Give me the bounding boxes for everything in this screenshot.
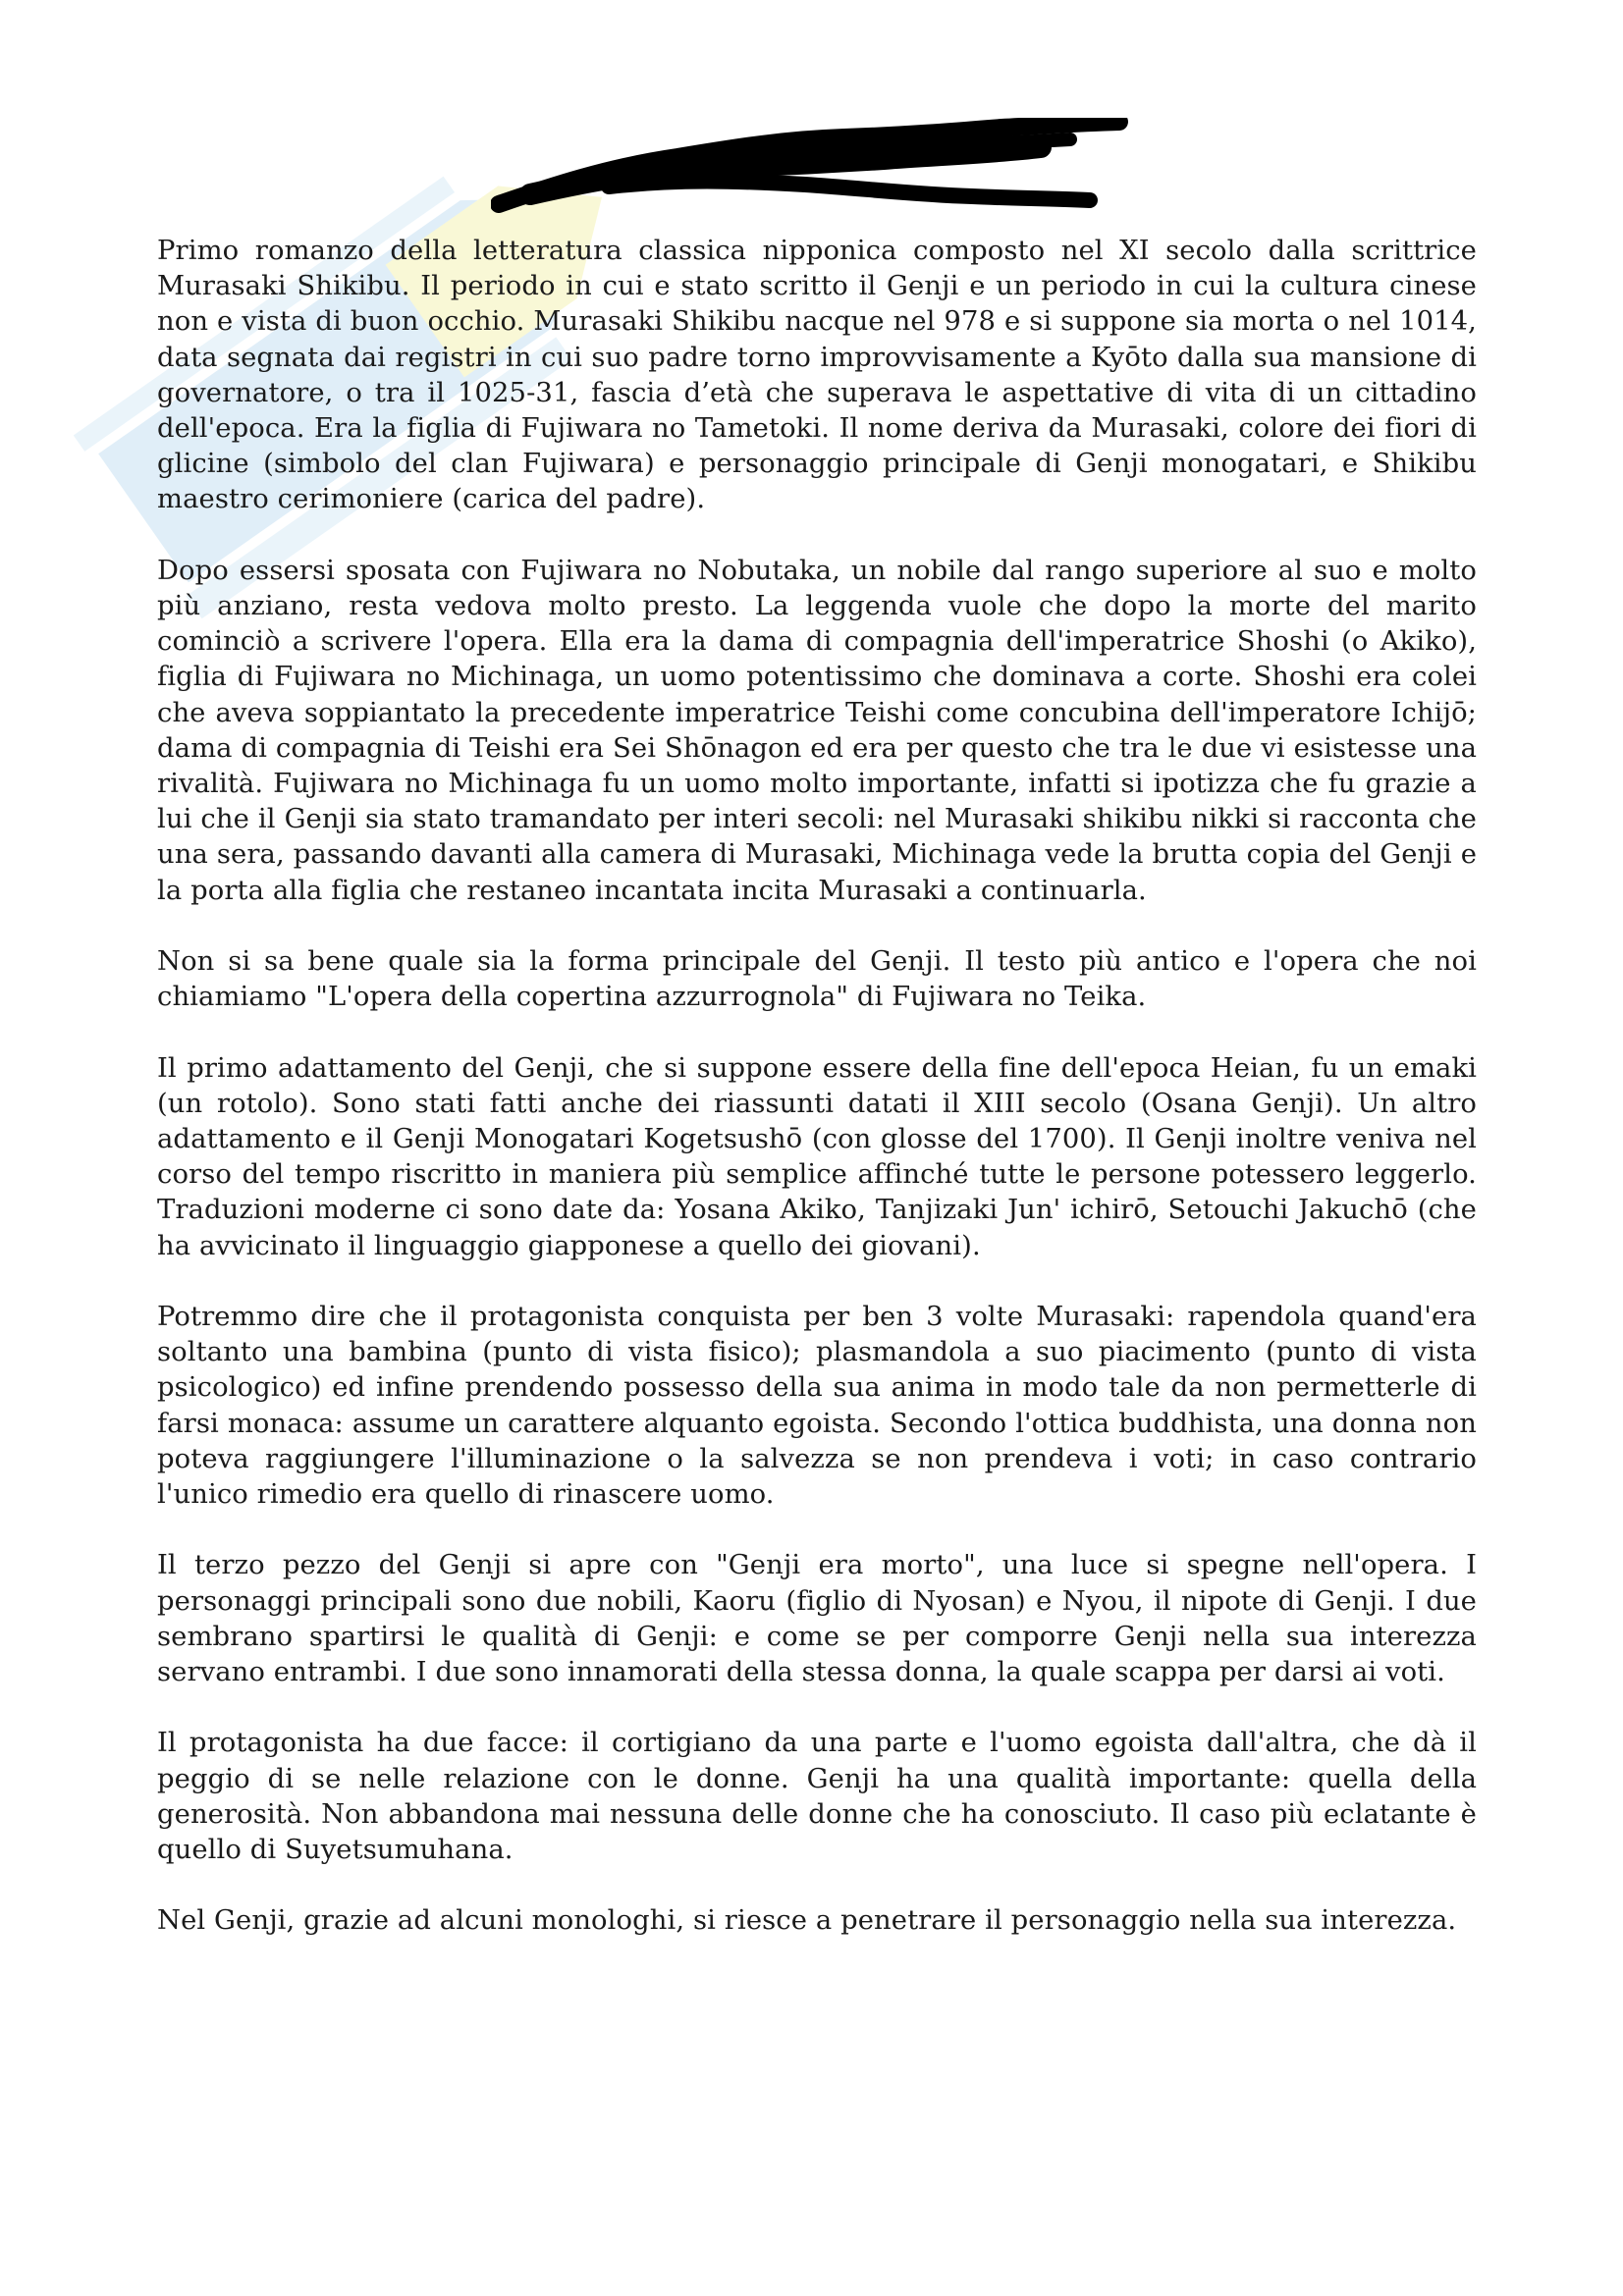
- redaction-scribble: [491, 118, 1198, 226]
- paragraph: Il primo adattamento del Genji, che si suppone essere della fine dell'epoca Heian, fu un emaki (un rotolo). Sono stati fatti anche dei riassunti datati il XIII secolo (Osana Genji). Un altro adattamento e il Genji Monogatari Kogetsushō (con glosse del 1700). Il Genji inoltre veniva nel corso del tempo riscritto in maniera più semplice affinché tutte le persone potessero leggerlo. Traduzioni moderne ci sono date da: Yosana Akiko, Tanjizaki Jun' ichirō, Setouchi Jakuchō (che ha avvicinato il linguaggio giapponese a quello dei giovani).: [157, 1052, 1477, 1261]
- paragraph: Nel Genji, grazie ad alcuni monologhi, si riesce a penetrare il personaggio nella sua interezza.: [157, 1905, 1457, 1937]
- paragraph: Non si sa bene quale sia la forma principale del Genji. Il testo più antico e l'opera che noi chiamiamo "L'opera della copertina azzurrognola" di Fujiwara no Teika.: [157, 946, 1477, 1013]
- paragraph: Il protagonista ha due facce: il cortigiano da una parte e l'uomo egoista dall'altra, che dà il peggio di se nelle relazione con le donne. Genji ha una qualità importante: quella della generosità. Non abbandona mai nessuna delle donne che ha conosciuto. Il caso più eclatante è quello di Suyetsumuhana.: [157, 1728, 1477, 1866]
- paragraph: Potremmo dire che il protagonista conquista per ben 3 volte Murasaki: rapendola quand'era soltanto una bambina (punto di vista fisico); plasmandola a suo piacimento (punto di vista psicologico) ed infine prendendo possesso della sua anima in modo tale da non permetterle di farsi monaca: assume un carattere alquanto egoista. Secondo l'ottica buddhista, una donna non poteva raggiungere l'illuminazione o la salvezza se non prendeva i voti; in caso contrario l'unico rimedio era quello di rinascere uomo.: [157, 1302, 1477, 1511]
- paragraph: Dopo essersi sposata con Fujiwara no Nobutaka, un nobile dal rango superiore al suo e molto più anziano, resta vedova molto presto. La leggenda vuole che dopo la morte del marito cominciò a scrivere l'opera. Ella era la dama di compagnia dell'imperatrice Shoshi (o Akiko), figlia di Fujiwara no Michinaga, un uomo potentissimo che dominava a corte. Shoshi era colei che aveva soppiantato la precedente imperatrice Teishi come concubina dell'imperatore Ichijō; dama di compagnia di Teishi era Sei Shōnagon ed era per questo che tra le due vi esistesse una rivalità. Fujiwara no Michinaga fu un uomo molto importante, infatti si ipotizza che fu grazie a lui che il Genji sia stato tramandato per interi secoli: nel Murasaki shikibu nikki si racconta che una sera, passando davanti alla camera di Murasaki, Michinaga vede la brutta copia del Genji e la porta alla figlia che restaneo incantata incita Murasaki a continuarla.: [157, 555, 1477, 906]
- document-body: [157, 234, 1477, 1975]
- paragraph: Primo romanzo della letteratura classica nipponica composto nel XI secolo dalla scrittrice Murasaki Shikibu. Il periodo in cui e stato scritto il Genji e un periodo in cui la cultura cinese non e vista di buon occhio. Murasaki Shikibu nacque nel 978 e si suppone sia morta o nel 1014, data segnata dai registri in cui suo padre torno improvvisamente a Kyōto dalla sua mansione di governatore, o tra il 1025-31, fascia d’età che superava le aspettative di vita di un cittadino dell'epoca. Era la figlia di Fujiwara no Tametoki. Il nome deriva da Murasaki, colore dei fiori di glicine (simbolo del clan Fujiwara) e personaggio principale di Genji monogatari, e Shikibu maestro cerimoniere (carica del padre).: [157, 236, 1477, 515]
- paragraph: Il terzo pezzo del Genji si apre con "Genji era morto", una luce si spegne nell'opera. I personaggi principali sono due nobili, Kaoru (figlio di Nyosan) e Nyou, il nipote di Genji. I due sembrano spartirsi le qualità di Genji: e come se per comporre Genji nella sua interezza servano entrambi. I due sono innamorati della stessa donna, la quale scappa per darsi ai voti.: [157, 1550, 1477, 1688]
